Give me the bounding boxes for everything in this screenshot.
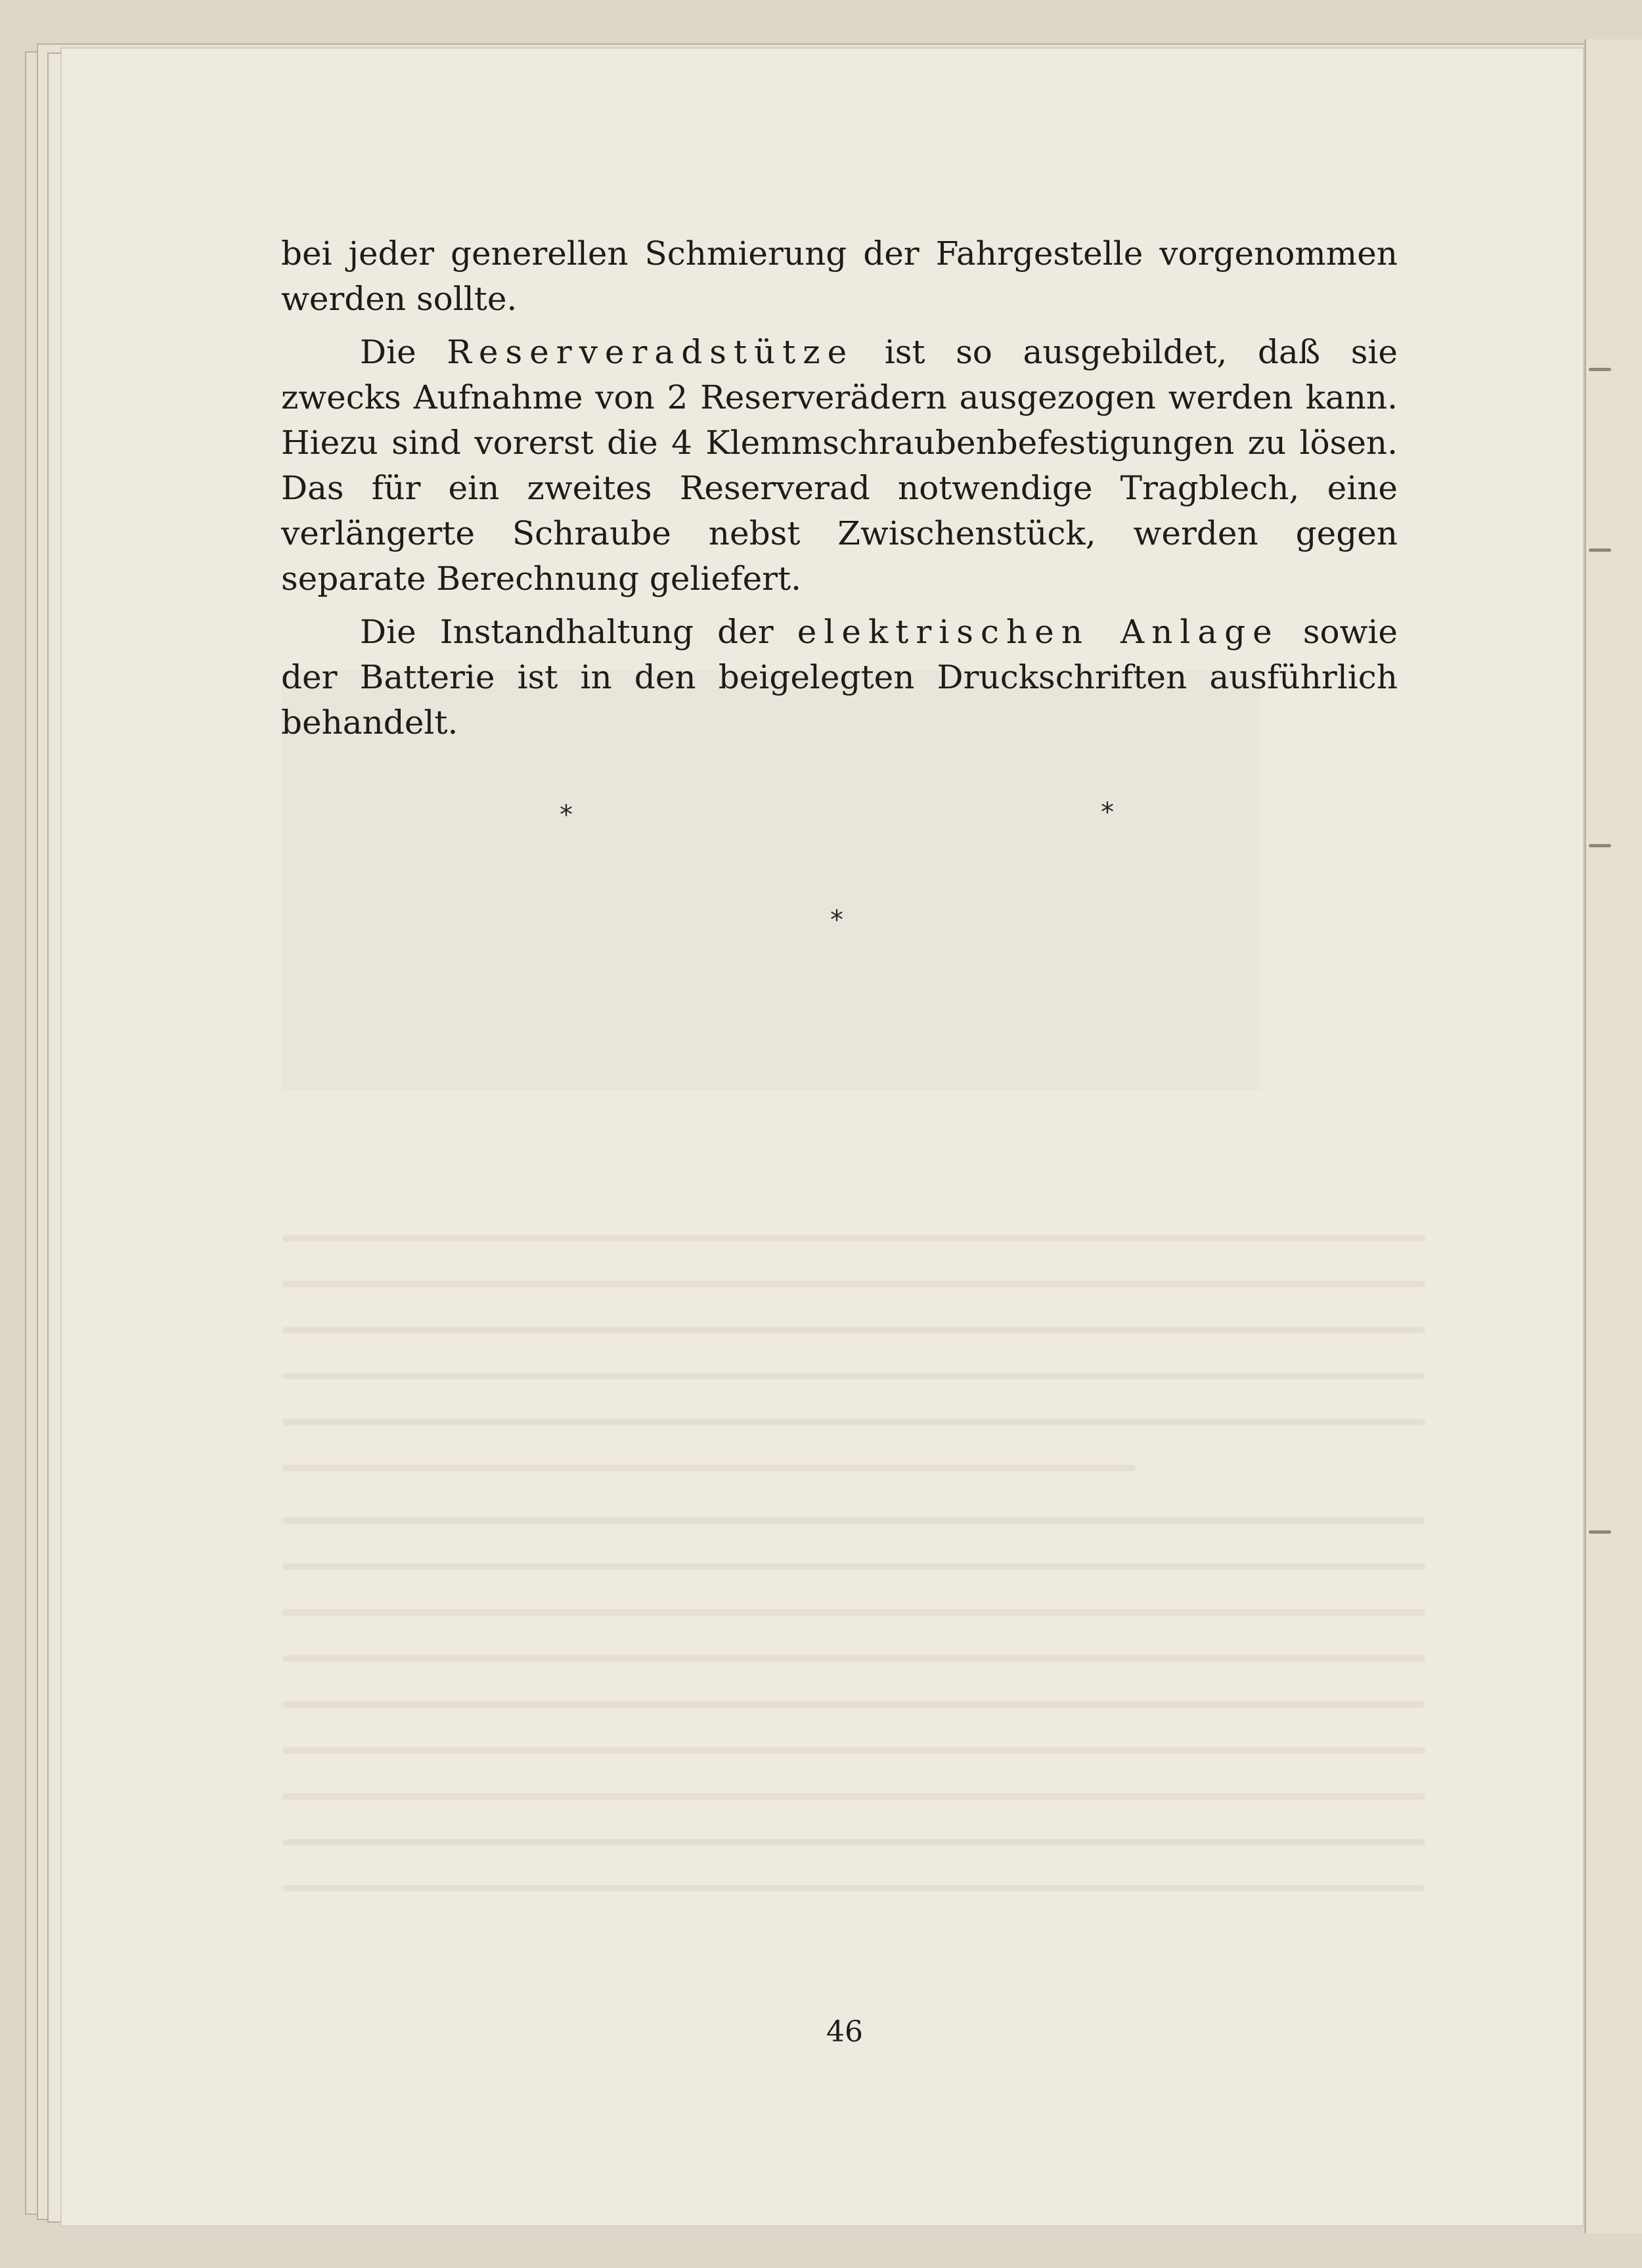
emphasized-term: Reserveradstütze	[447, 333, 854, 371]
show-through-text	[282, 1609, 1425, 1616]
text-run: bei jeder generellen Schmierung der Fahrgestelle vorgenommen werden sollte.	[281, 234, 1398, 318]
show-through-text	[282, 1563, 1425, 1570]
show-through-text	[282, 1701, 1425, 1708]
page-number: 46	[826, 2015, 863, 2049]
show-through-text	[282, 1235, 1425, 1241]
show-through-text	[282, 1327, 1425, 1333]
paragraph	[281, 610, 1398, 745]
text-run: Die	[360, 333, 447, 371]
text-run: ist so ausgebildet, daß sie zwecks Aufnahme von 2 Reserverädern ausgezogen werden kann. Hiezu sind vorerst die 4 Klemmschraubenbefestigungen zu lösen. Das für ein zweites Reserverad notwendige Tragblech, eine verlängerte Schraube nebst Zwischenstück, werden gegen separate Berechnung geliefert.	[281, 333, 1398, 598]
show-through-text	[282, 1281, 1425, 1287]
text-run: sowie der Batterie ist in den beigelegten Druckschriften ausführlich behandelt.	[281, 613, 1398, 742]
binding-thread	[1589, 1530, 1611, 1534]
show-through-text	[282, 1747, 1425, 1754]
ornament-asterisk: *	[560, 800, 573, 830]
show-through-text	[282, 1373, 1425, 1379]
ornament-asterisk: *	[830, 905, 843, 935]
show-through-text	[282, 1419, 1425, 1425]
binding-thread	[1589, 844, 1611, 847]
show-through-text	[282, 1885, 1425, 1892]
show-through-text	[282, 1465, 1136, 1471]
ornament-asterisk: *	[1101, 797, 1114, 828]
paragraph	[281, 231, 1398, 322]
show-through-text	[282, 1793, 1425, 1800]
body-text	[281, 231, 1398, 753]
show-through-text	[282, 1655, 1425, 1662]
adjacent-page-edge	[1584, 39, 1642, 2233]
binding-thread	[1589, 548, 1611, 552]
show-through-text	[282, 1517, 1425, 1524]
binding-thread	[1589, 368, 1611, 371]
paragraph	[281, 330, 1398, 602]
emphasized-term: elektrischen Anlage	[797, 613, 1279, 651]
show-through-text	[282, 1839, 1425, 1846]
text-run: Die Instandhaltung der	[360, 613, 797, 651]
